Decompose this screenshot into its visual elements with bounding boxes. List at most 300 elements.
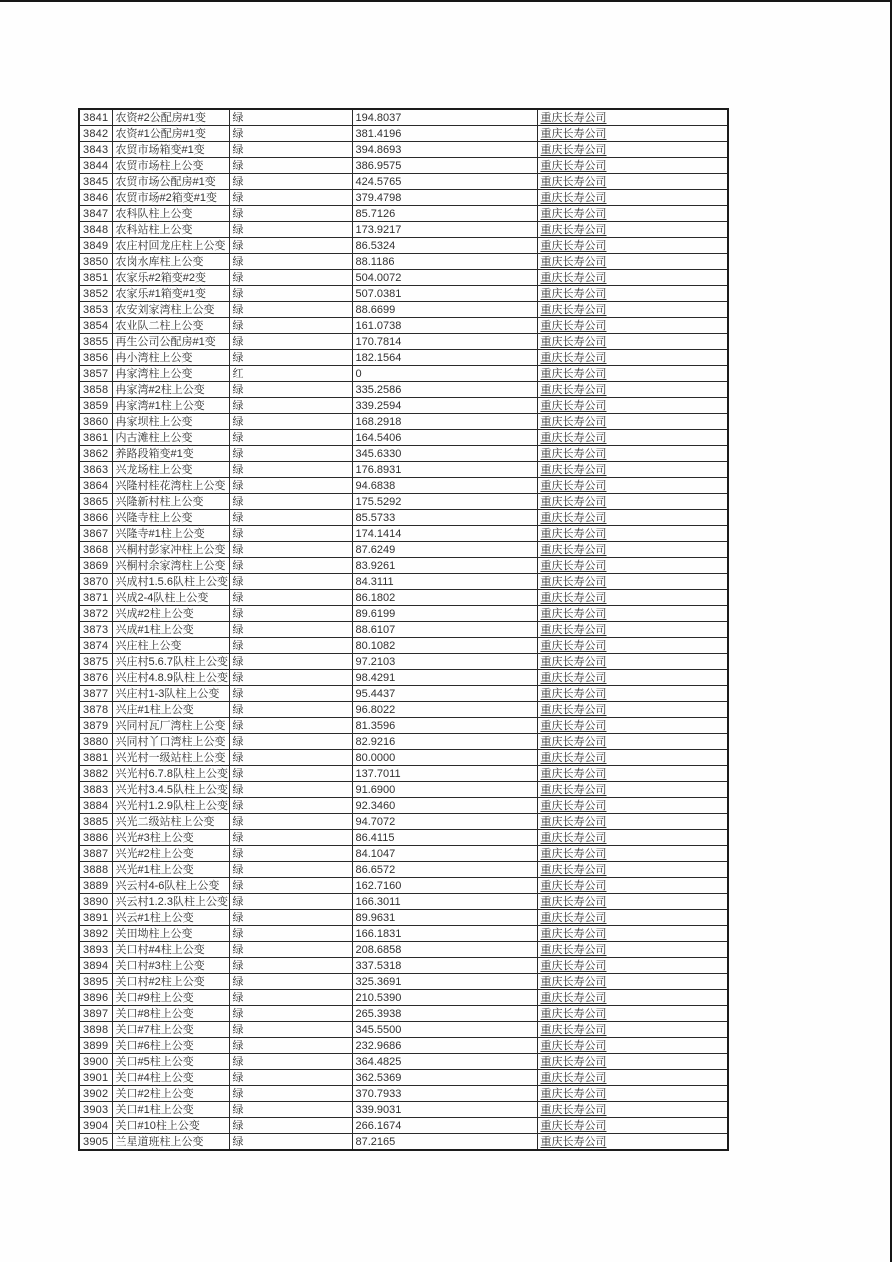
device-name-cell: 兴光村一级站柱上公变 (112, 750, 229, 766)
device-name-cell: 兴成#1柱上公变 (112, 622, 229, 638)
company-link-text[interactable]: 重庆长寿公司 (540, 863, 607, 876)
company-link-cell[interactable] (537, 494, 728, 510)
company-link-text[interactable]: 重庆长寿公司 (540, 463, 607, 476)
company-link-text[interactable]: 重庆长寿公司 (540, 319, 607, 332)
row-id-cell: 3876 (79, 670, 112, 686)
company-link-cell[interactable] (537, 478, 728, 494)
company-link-cell[interactable] (537, 190, 728, 206)
row-id-cell: 3880 (79, 734, 112, 750)
company-link-text[interactable]: 重庆长寿公司 (540, 1135, 607, 1148)
company-link-cell[interactable] (537, 350, 728, 366)
device-name-cell: 冉小湾柱上公变 (112, 350, 229, 366)
table-row (79, 1022, 728, 1038)
table-row (79, 798, 728, 814)
row-id-cell: 3895 (79, 974, 112, 990)
company-link-cell[interactable] (537, 910, 728, 926)
company-link-cell[interactable] (537, 222, 728, 238)
company-link-text[interactable]: 重庆长寿公司 (540, 879, 607, 892)
company-link-text[interactable]: 重庆长寿公司 (540, 175, 607, 188)
company-link-text[interactable]: 重庆长寿公司 (540, 527, 607, 540)
company-link-cell[interactable] (537, 846, 728, 862)
row-id-cell: 3860 (79, 414, 112, 430)
company-link-text[interactable]: 重庆长寿公司 (540, 735, 607, 748)
row-id-cell: 3868 (79, 542, 112, 558)
company-link-text[interactable]: 重庆长寿公司 (540, 1071, 607, 1084)
company-link-text[interactable]: 重庆长寿公司 (540, 671, 607, 684)
device-name-cell: 农贸市场柱上公变 (112, 158, 229, 174)
table-row (79, 926, 728, 942)
status-cell: 绿 (229, 718, 352, 734)
company-link-cell[interactable] (537, 1118, 728, 1134)
company-link-cell[interactable] (537, 366, 728, 382)
company-link-text[interactable]: 重庆长寿公司 (540, 687, 607, 700)
company-link-text[interactable]: 重庆长寿公司 (540, 1007, 607, 1020)
device-name-cell: 农家乐#2箱变#2变 (112, 270, 229, 286)
device-name-cell: 兴云#1柱上公变 (112, 910, 229, 926)
company-link-cell[interactable] (537, 398, 728, 414)
company-link-text[interactable]: 重庆长寿公司 (540, 767, 607, 780)
row-id-cell: 3892 (79, 926, 112, 942)
company-link-text[interactable]: 重庆长寿公司 (540, 927, 607, 940)
table-row (79, 414, 728, 430)
table-row (79, 302, 728, 318)
device-table (78, 108, 729, 1151)
row-id-cell: 3855 (79, 334, 112, 350)
value-cell: 370.7933 (352, 1086, 537, 1102)
company-link-text[interactable]: 重庆长寿公司 (540, 943, 607, 956)
value-cell: 173.9217 (352, 222, 537, 238)
company-link-cell[interactable] (537, 622, 728, 638)
status-cell: 绿 (229, 222, 352, 238)
status-cell: 绿 (229, 462, 352, 478)
table-row (79, 1006, 728, 1022)
value-cell: 266.1674 (352, 1118, 537, 1134)
company-link-text[interactable]: 重庆长寿公司 (540, 783, 607, 796)
device-name-cell: 再生公司公配房#1变 (112, 334, 229, 350)
company-link-text[interactable]: 重庆长寿公司 (540, 559, 607, 572)
company-link-text[interactable]: 重庆长寿公司 (540, 975, 607, 988)
value-cell: 168.2918 (352, 414, 537, 430)
company-link-text[interactable]: 重庆长寿公司 (540, 1087, 607, 1100)
status-cell: 绿 (229, 1118, 352, 1134)
company-link-text[interactable]: 重庆长寿公司 (540, 191, 607, 204)
device-name-cell: 冉家湾#1柱上公变 (112, 398, 229, 414)
table-row (79, 638, 728, 654)
value-cell: 86.4115 (352, 830, 537, 846)
device-name-cell: 兴成2-4队柱上公变 (112, 590, 229, 606)
device-name-cell: 关口#7柱上公变 (112, 1022, 229, 1038)
company-link-cell[interactable] (537, 830, 728, 846)
status-cell: 绿 (229, 622, 352, 638)
table-row (79, 686, 728, 702)
company-link-cell[interactable] (537, 542, 728, 558)
table-row (79, 702, 728, 718)
company-link-cell[interactable] (537, 510, 728, 526)
status-cell: 绿 (229, 398, 352, 414)
table-row (79, 878, 728, 894)
company-link-cell[interactable] (537, 590, 728, 606)
table-row (79, 558, 728, 574)
company-link-text[interactable]: 重庆长寿公司 (540, 127, 607, 140)
row-id-cell: 3861 (79, 430, 112, 446)
company-link-cell[interactable] (537, 430, 728, 446)
value-cell: 89.9631 (352, 910, 537, 926)
value-cell: 86.6572 (352, 862, 537, 878)
company-link-cell[interactable] (537, 942, 728, 958)
device-name-cell: 兴光#3柱上公变 (112, 830, 229, 846)
device-name-cell: 关口#9柱上公变 (112, 990, 229, 1006)
company-link-text[interactable]: 重庆长寿公司 (540, 831, 607, 844)
company-link-cell[interactable] (537, 558, 728, 574)
company-link-cell[interactable] (537, 254, 728, 270)
company-link-text[interactable]: 重庆长寿公司 (540, 351, 607, 364)
table-row (79, 334, 728, 350)
row-id-cell: 3843 (79, 142, 112, 158)
company-link-cell[interactable] (537, 814, 728, 830)
company-link-text[interactable]: 重庆长寿公司 (540, 639, 607, 652)
table-row (79, 766, 728, 782)
company-link-cell[interactable] (537, 894, 728, 910)
company-link-text[interactable]: 重庆长寿公司 (540, 1103, 607, 1116)
company-link-cell[interactable] (537, 142, 728, 158)
device-name-cell: 冉家湾#2柱上公变 (112, 382, 229, 398)
row-id-cell: 3884 (79, 798, 112, 814)
device-name-cell: 兴隆寺#1柱上公变 (112, 526, 229, 542)
company-link-text[interactable]: 重庆长寿公司 (540, 543, 607, 556)
row-id-cell: 3856 (79, 350, 112, 366)
row-id-cell: 3890 (79, 894, 112, 910)
status-cell: 绿 (229, 606, 352, 622)
company-link-cell[interactable] (537, 462, 728, 478)
company-link-text[interactable]: 重庆长寿公司 (540, 479, 607, 492)
company-link-text[interactable]: 重庆长寿公司 (540, 1055, 607, 1068)
company-link-text[interactable]: 重庆长寿公司 (540, 207, 607, 220)
row-id-cell: 3889 (79, 878, 112, 894)
table-row (79, 846, 728, 862)
company-link-text[interactable]: 重庆长寿公司 (540, 415, 607, 428)
row-id-cell: 3883 (79, 782, 112, 798)
company-link-cell[interactable] (537, 798, 728, 814)
table-row (79, 1118, 728, 1134)
device-name-cell: 兴隆寺柱上公变 (112, 510, 229, 526)
device-name-cell: 关口#4柱上公变 (112, 1070, 229, 1086)
company-link-text[interactable]: 重庆长寿公司 (540, 431, 607, 444)
table-row (79, 109, 728, 126)
company-link-cell[interactable] (537, 1086, 728, 1102)
status-cell: 绿 (229, 782, 352, 798)
status-cell: 绿 (229, 430, 352, 446)
row-id-cell: 3874 (79, 638, 112, 654)
table-row (79, 654, 728, 670)
company-link-cell[interactable] (537, 302, 728, 318)
table-row (79, 126, 728, 142)
value-cell: 175.5292 (352, 494, 537, 510)
company-link-text[interactable]: 重庆长寿公司 (540, 335, 607, 348)
device-name-cell: 兴成#2柱上公变 (112, 606, 229, 622)
company-link-text[interactable]: 重庆长寿公司 (540, 1023, 607, 1036)
company-link-text[interactable]: 重庆长寿公司 (540, 367, 607, 380)
row-id-cell: 3881 (79, 750, 112, 766)
table-row (79, 238, 728, 254)
company-link-cell[interactable] (537, 126, 728, 142)
row-id-cell: 3898 (79, 1022, 112, 1038)
company-link-text[interactable]: 重庆长寿公司 (540, 623, 607, 636)
table-row (79, 478, 728, 494)
row-id-cell: 3901 (79, 1070, 112, 1086)
company-link-cell[interactable] (537, 318, 728, 334)
company-link-text[interactable]: 重庆长寿公司 (540, 959, 607, 972)
device-name-cell: 兴云村1.2.3队柱上公变 (112, 894, 229, 910)
status-cell: 绿 (229, 670, 352, 686)
company-link-text[interactable]: 重庆长寿公司 (540, 303, 607, 316)
row-id-cell: 3873 (79, 622, 112, 638)
status-cell: 绿 (229, 254, 352, 270)
status-cell: 绿 (229, 174, 352, 190)
value-cell: 82.9216 (352, 734, 537, 750)
company-link-cell[interactable] (537, 670, 728, 686)
company-link-cell[interactable] (537, 702, 728, 718)
value-cell: 89.6199 (352, 606, 537, 622)
status-cell: 绿 (229, 414, 352, 430)
company-link-cell[interactable] (537, 270, 728, 286)
row-id-cell: 3870 (79, 574, 112, 590)
company-link-cell[interactable] (537, 1134, 728, 1151)
company-link-text[interactable]: 重庆长寿公司 (540, 799, 607, 812)
company-link-cell[interactable] (537, 174, 728, 190)
company-link-cell[interactable] (537, 958, 728, 974)
table-row (79, 750, 728, 766)
status-cell: 绿 (229, 1086, 352, 1102)
company-link-text[interactable]: 重庆长寿公司 (540, 255, 607, 268)
device-name-cell: 内古滩柱上公变 (112, 430, 229, 446)
value-cell: 88.6107 (352, 622, 537, 638)
company-link-text[interactable]: 重庆长寿公司 (540, 271, 607, 284)
status-cell: 绿 (229, 286, 352, 302)
company-link-text[interactable]: 重庆长寿公司 (540, 111, 607, 124)
company-link-cell[interactable] (537, 878, 728, 894)
device-name-cell: 兴光村1.2.9队柱上公变 (112, 798, 229, 814)
device-name-cell: 关口#8柱上公变 (112, 1006, 229, 1022)
row-id-cell: 3872 (79, 606, 112, 622)
table-row (79, 574, 728, 590)
status-cell: 绿 (229, 478, 352, 494)
device-name-cell: 关口#10柱上公变 (112, 1118, 229, 1134)
company-link-text[interactable]: 重庆长寿公司 (540, 495, 607, 508)
device-name-cell: 农贸市场公配房#1变 (112, 174, 229, 190)
company-link-cell[interactable] (537, 926, 728, 942)
company-link-text[interactable]: 重庆长寿公司 (540, 223, 607, 236)
row-id-cell: 3875 (79, 654, 112, 670)
company-link-cell[interactable] (537, 1054, 728, 1070)
table-row (79, 510, 728, 526)
company-link-cell[interactable] (537, 654, 728, 670)
company-link-cell[interactable] (537, 766, 728, 782)
company-link-cell[interactable] (537, 606, 728, 622)
value-cell: 87.2165 (352, 1134, 537, 1151)
company-link-text[interactable]: 重庆长寿公司 (540, 511, 607, 524)
status-cell: 绿 (229, 542, 352, 558)
row-id-cell: 3900 (79, 1054, 112, 1070)
company-link-text[interactable]: 重庆长寿公司 (540, 447, 607, 460)
company-link-text[interactable]: 重庆长寿公司 (540, 239, 607, 252)
status-cell: 绿 (229, 526, 352, 542)
company-link-text[interactable]: 重庆长寿公司 (540, 575, 607, 588)
device-name-cell: 兴同村瓦厂湾柱上公变 (112, 718, 229, 734)
row-id-cell: 3865 (79, 494, 112, 510)
company-link-text[interactable]: 重庆长寿公司 (540, 991, 607, 1004)
row-id-cell: 3904 (79, 1118, 112, 1134)
company-link-cell[interactable] (537, 734, 728, 750)
company-link-text[interactable]: 重庆长寿公司 (540, 159, 607, 172)
status-cell: 绿 (229, 238, 352, 254)
company-link-cell[interactable] (537, 990, 728, 1006)
value-cell: 381.4196 (352, 126, 537, 142)
company-link-cell[interactable] (537, 414, 728, 430)
company-link-cell[interactable] (537, 238, 728, 254)
company-link-cell[interactable] (537, 750, 728, 766)
row-id-cell: 3864 (79, 478, 112, 494)
device-name-cell: 农资#1公配房#1变 (112, 126, 229, 142)
company-link-cell[interactable] (537, 1022, 728, 1038)
device-name-cell: 兴同村丫口湾柱上公变 (112, 734, 229, 750)
value-cell: 84.1047 (352, 846, 537, 862)
value-cell: 208.6858 (352, 942, 537, 958)
value-cell: 325.3691 (352, 974, 537, 990)
row-id-cell: 3866 (79, 510, 112, 526)
company-link-text[interactable]: 重庆长寿公司 (540, 847, 607, 860)
row-id-cell: 3841 (79, 109, 112, 126)
company-link-cell[interactable] (537, 718, 728, 734)
company-link-text[interactable]: 重庆长寿公司 (540, 1119, 607, 1132)
company-link-cell[interactable] (537, 1006, 728, 1022)
company-link-cell[interactable] (537, 1038, 728, 1054)
company-link-cell[interactable] (537, 382, 728, 398)
company-link-text[interactable]: 重庆长寿公司 (540, 591, 607, 604)
table-row (79, 894, 728, 910)
company-link-cell[interactable] (537, 1070, 728, 1086)
table-row (79, 494, 728, 510)
company-link-text[interactable]: 重庆长寿公司 (540, 383, 607, 396)
company-link-text[interactable]: 重庆长寿公司 (540, 143, 607, 156)
company-link-cell[interactable] (537, 862, 728, 878)
row-id-cell: 3851 (79, 270, 112, 286)
value-cell: 265.3938 (352, 1006, 537, 1022)
device-name-cell: 冉家坝柱上公变 (112, 414, 229, 430)
company-link-cell[interactable] (537, 782, 728, 798)
row-id-cell: 3867 (79, 526, 112, 542)
company-link-cell[interactable] (537, 286, 728, 302)
value-cell: 86.1802 (352, 590, 537, 606)
company-link-text[interactable]: 重庆长寿公司 (540, 815, 607, 828)
table-row (79, 670, 728, 686)
company-link-cell[interactable] (537, 109, 728, 126)
company-link-cell[interactable] (537, 334, 728, 350)
value-cell: 379.4798 (352, 190, 537, 206)
company-link-cell[interactable] (537, 686, 728, 702)
company-link-text[interactable]: 重庆长寿公司 (540, 703, 607, 716)
value-cell: 170.7814 (352, 334, 537, 350)
table-row (79, 1038, 728, 1054)
table-row (79, 398, 728, 414)
row-id-cell: 3858 (79, 382, 112, 398)
table-row (79, 910, 728, 926)
status-cell: 绿 (229, 494, 352, 510)
status-cell: 绿 (229, 1054, 352, 1070)
company-link-text[interactable]: 重庆长寿公司 (540, 751, 607, 764)
device-name-cell: 兴桐村余家湾柱上公变 (112, 558, 229, 574)
company-link-text[interactable]: 重庆长寿公司 (540, 911, 607, 924)
status-cell: 绿 (229, 318, 352, 334)
table-row (79, 462, 728, 478)
company-link-cell[interactable] (537, 206, 728, 222)
table-row (79, 206, 728, 222)
company-link-text[interactable]: 重庆长寿公司 (540, 655, 607, 668)
company-link-cell[interactable] (537, 158, 728, 174)
company-link-text[interactable]: 重庆长寿公司 (540, 607, 607, 620)
row-id-cell: 3854 (79, 318, 112, 334)
company-link-text[interactable]: 重庆长寿公司 (540, 287, 607, 300)
device-name-cell: 兴光#2柱上公变 (112, 846, 229, 862)
status-cell: 绿 (229, 974, 352, 990)
row-id-cell: 3903 (79, 1102, 112, 1118)
company-link-cell[interactable] (537, 974, 728, 990)
status-cell: 绿 (229, 382, 352, 398)
value-cell: 504.0072 (352, 270, 537, 286)
company-link-cell[interactable] (537, 1102, 728, 1118)
value-cell: 88.1186 (352, 254, 537, 270)
table-row (79, 430, 728, 446)
device-name-cell: 农科队柱上公变 (112, 206, 229, 222)
company-link-cell[interactable] (537, 574, 728, 590)
page-top-edge (0, 0, 892, 2)
value-cell: 210.5390 (352, 990, 537, 1006)
company-link-text[interactable]: 重庆长寿公司 (540, 719, 607, 732)
row-id-cell: 3893 (79, 942, 112, 958)
company-link-text[interactable]: 重庆长寿公司 (540, 1039, 607, 1052)
value-cell: 182.1564 (352, 350, 537, 366)
status-cell: 绿 (229, 990, 352, 1006)
table-row (79, 158, 728, 174)
status-cell: 绿 (229, 878, 352, 894)
value-cell: 174.1414 (352, 526, 537, 542)
company-link-cell[interactable] (537, 446, 728, 462)
table-row (79, 1070, 728, 1086)
value-cell: 84.3111 (352, 574, 537, 590)
value-cell: 87.6249 (352, 542, 537, 558)
value-cell: 337.5318 (352, 958, 537, 974)
device-name-cell: 兴庄村4.8.9队柱上公变 (112, 670, 229, 686)
value-cell: 96.8022 (352, 702, 537, 718)
device-name-cell: 农庄村回龙庄柱上公变 (112, 238, 229, 254)
value-cell: 345.6330 (352, 446, 537, 462)
table-row (79, 734, 728, 750)
status-cell: 绿 (229, 270, 352, 286)
table-row (79, 814, 728, 830)
device-name-cell: 关口村#4柱上公变 (112, 942, 229, 958)
status-cell: 绿 (229, 334, 352, 350)
table-row (79, 1086, 728, 1102)
company-link-cell[interactable] (537, 526, 728, 542)
company-link-text[interactable]: 重庆长寿公司 (540, 895, 607, 908)
status-cell: 红 (229, 366, 352, 382)
table-row (79, 958, 728, 974)
status-cell: 绿 (229, 190, 352, 206)
company-link-text[interactable]: 重庆长寿公司 (540, 399, 607, 412)
company-link-cell[interactable] (537, 638, 728, 654)
device-name-cell: 农贸市场#2箱变#1变 (112, 190, 229, 206)
table-row (79, 606, 728, 622)
row-id-cell: 3894 (79, 958, 112, 974)
